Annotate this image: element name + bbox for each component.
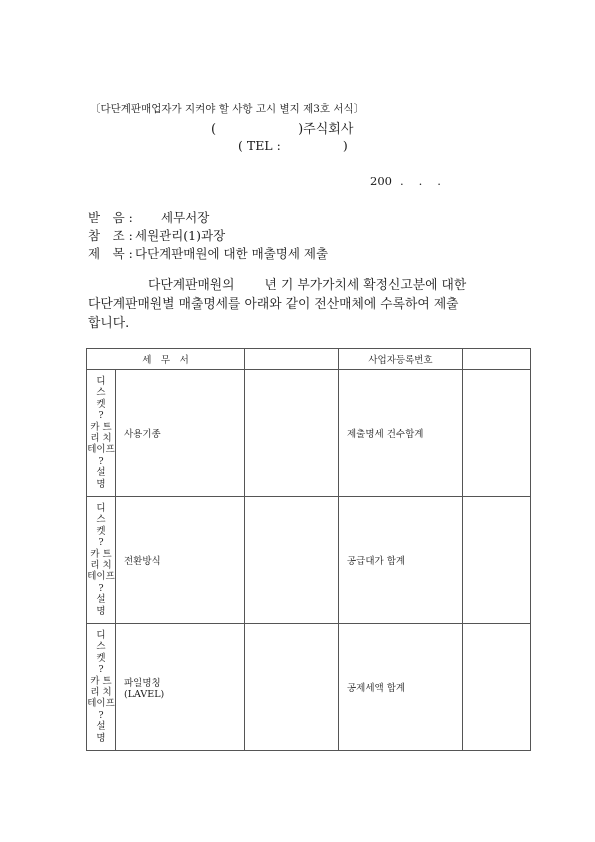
date-line — [370, 174, 456, 188]
tel-close: ) — [342, 138, 348, 153]
tax-office-header: 세 무 서 — [87, 349, 245, 370]
tel-label: ( TEL : — [238, 138, 281, 153]
deduction-total-label: 공제세액 합계 — [339, 624, 463, 751]
deduction-total-value[interactable] — [463, 624, 531, 751]
media-type-cell: 디 스 켓 ? 카 트 리 치 테이프 ? 설 명 — [87, 624, 116, 751]
count-total-value[interactable] — [463, 370, 531, 497]
body-line-2: 다단계판매원별 매출명세를 아래와 같이 전산매체에 수록하여 제출 — [88, 297, 459, 312]
file-name-label-line2: (LAVEL) — [124, 688, 165, 700]
company-open-paren: ( — [211, 122, 217, 137]
reference-row — [88, 226, 225, 244]
file-name-label — [116, 624, 245, 751]
subject-row — [88, 244, 328, 262]
machine-type-label: 사용기종 — [116, 370, 245, 497]
machine-type-value[interactable] — [245, 370, 339, 497]
media-type-cell: 디 스 켓 ? 카 트 리 치 테이프 ? 설 명 — [87, 370, 116, 497]
body-line-1b: 년 기 부가가치세 확정신고분에 대한 — [264, 278, 467, 293]
media-table — [86, 348, 531, 751]
table-header-row — [87, 349, 531, 370]
table-row — [87, 624, 531, 751]
file-name-label-line1: 파일명칭 — [124, 677, 161, 689]
table-row — [87, 370, 531, 497]
subject-value: 다단계판매원에 대한 매출명세 제출 — [135, 246, 329, 261]
table-row — [87, 497, 531, 624]
body-line-3: 합니다. — [88, 316, 130, 331]
biz-number-header: 사업자등록번호 — [339, 349, 463, 370]
body-paragraph — [88, 276, 513, 333]
telephone-line — [238, 138, 348, 153]
media-type-cell: 디 스 켓 ? 카 트 리 치 테이프 ? 설 명 — [87, 497, 116, 624]
recipient-row — [88, 208, 209, 226]
company-name-line — [211, 118, 353, 137]
supply-total-label: 공급대가 합계 — [339, 497, 463, 624]
subject-label: 제 목 : — [88, 246, 133, 261]
date-year: 200 — [370, 174, 392, 188]
company-suffix: )주식회사 — [298, 122, 354, 137]
form-reference: 〔다단계판매업자가 지켜야 할 사항 고시 별지 제3호 서식〕 — [90, 103, 365, 115]
recipient-label: 받 음 : — [88, 210, 133, 225]
reference-value: 세원관리(1)과장 — [135, 228, 226, 243]
body-line-1a: 다단계판매원의 — [148, 278, 235, 293]
conversion-method-value[interactable] — [245, 497, 339, 624]
count-total-label: 제출명세 건수합계 — [339, 370, 463, 497]
conversion-method-label: 전환방식 — [116, 497, 245, 624]
date-dots: ... — [399, 174, 456, 188]
tax-office-value[interactable] — [245, 349, 339, 370]
reference-label: 참 조 : — [88, 228, 133, 243]
supply-total-value[interactable] — [463, 497, 531, 624]
recipient-value: 세무서장 — [161, 210, 210, 225]
biz-number-value[interactable] — [463, 349, 531, 370]
body-line-1 — [88, 276, 513, 295]
file-name-value[interactable] — [245, 624, 339, 751]
